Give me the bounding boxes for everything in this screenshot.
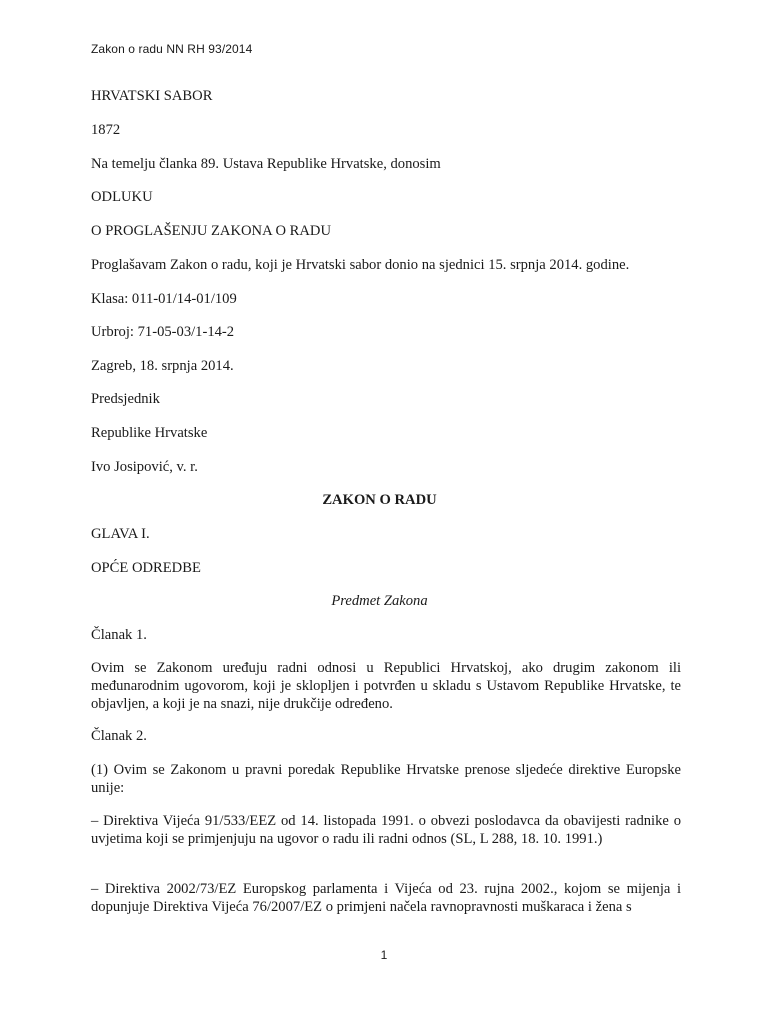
- legal-basis: Na temelju članka 89. Ustava Republike Hrvatske, donosim: [91, 156, 441, 172]
- signatory-title-1: Predsjednik: [91, 391, 160, 407]
- decree-number: 1872: [91, 122, 121, 138]
- signatory-name: Ivo Josipović, v. r.: [91, 459, 198, 475]
- klasa-reference: Klasa: 011-01/14-01/109: [91, 291, 237, 307]
- chapter-number: GLAVA I.: [91, 526, 150, 542]
- article-2-directive-1: – Direktiva Vijeća 91/533/EEZ od 14. listopada 1991. o obvezi poslodavca da obavijesti radnike o uvjetima koji se primjenjuju na ugovor o radu ili radni odnos (SL, L 288, 18. 10. 1991.): [91, 813, 681, 847]
- proclamation-text: Proglašavam Zakon o radu, koji je Hrvatski sabor donio na sjednici 15. srpnja 2014. godine.: [91, 257, 630, 273]
- article-2-directive-2: – Direktiva 2002/73/EZ Europskog parlamenta i Vijeća od 23. rujna 2002., kojom se mijenja i dopunjuje Direktiva Vijeća 76/2007/EZ o primjeni načela ravnopravnosti muškaraca i žena s: [91, 881, 681, 915]
- section-title: Predmet Zakona: [331, 593, 428, 609]
- institution-name: HRVATSKI SABOR: [91, 88, 213, 104]
- decision-label: ODLUKU: [91, 189, 153, 205]
- running-header: Zakon o radu NN RH 93/2014: [91, 42, 253, 56]
- article-1-label: Članak 1.: [91, 627, 147, 643]
- signatory-title-2: Republike Hrvatske: [91, 425, 208, 441]
- law-title: ZAKON O RADU: [322, 492, 437, 508]
- place-date: Zagreb, 18. srpnja 2014.: [91, 358, 234, 374]
- page-number: 1: [380, 948, 388, 962]
- decision-title: O PROGLAŠENJU ZAKONA O RADU: [91, 223, 331, 239]
- article-2-paragraph-1: (1) Ovim se Zakonom u pravni poredak Republike Hrvatske prenose sljedeće direktive Europske unije:: [91, 762, 681, 796]
- chapter-title: OPĆE ODREDBE: [91, 560, 201, 576]
- article-1-text: Ovim se Zakonom uređuju radni odnosi u Republici Hrvatskoj, ako drugim zakonom ili međunarodnim ugovorom, koji je sklopljen i potvrđen u skladu s Ustavom Republike Hrvatske, te objavljen, a koji je na snazi, nije drukčije određeno.: [91, 660, 681, 712]
- urbroj-reference: Urbroj: 71-05-03/1-14-2: [91, 324, 235, 340]
- article-2-label: Članak 2.: [91, 728, 147, 744]
